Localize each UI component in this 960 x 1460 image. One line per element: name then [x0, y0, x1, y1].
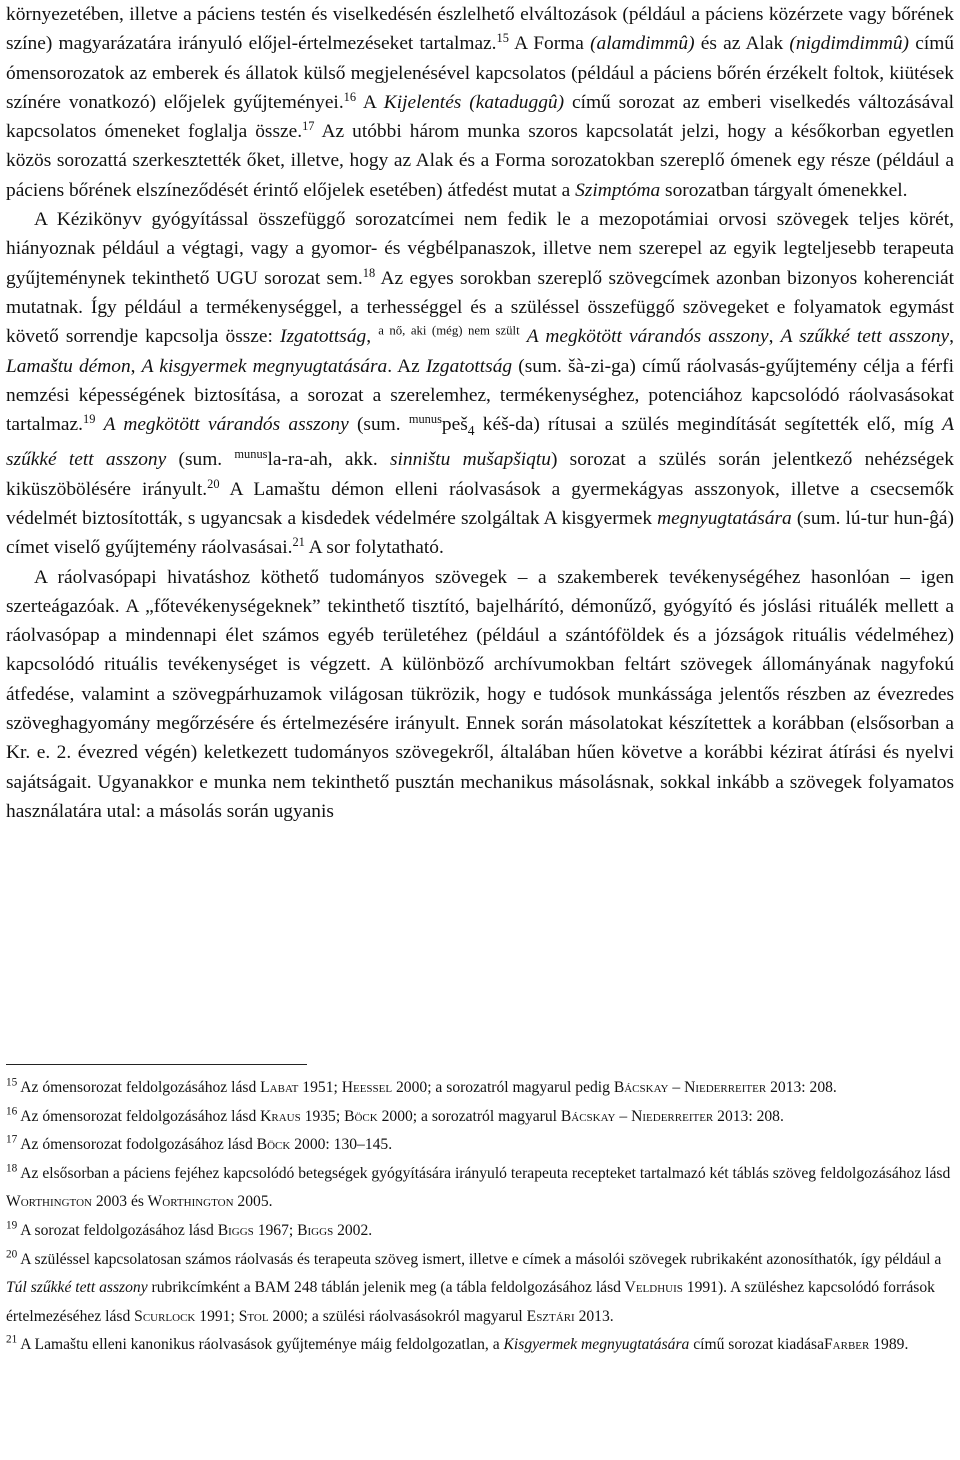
- page: [6, 0, 954, 826]
- main-text: [6, 0, 954, 826]
- footnote: $^{16}$ Az ómensorozat feldolgozásához lásd Kraus 1935; Böck 2000; a sorozatról magyarul Bácskay – Niederreiter 2013: 208.: [6, 1104, 784, 1125]
- body-paragraph: A ráolvasópapi hivatáshoz köthető tudományos szövegek – a szakemberek tevékenységéhez hasonlóan – igen szerteágazóak. A „főtevékenységeknek” tekinthető tisztító, bajelhárító, démonűző, gyógyító és jóslási rituálék mellett a ráolvasópap a mindennapi élet számos egyéb területéhez (például a szántóföldek és a józságok rituális védelméhez) kapcsolódó rituális tevékenységet is végzett. A különböző archívumokban feltárt szövegek állományának nagyfokú átfedése, valamint a szövegpárhuzamok világosan tükrözik, hogy e tudósok munkássága jelentős részben az évezredes szöveghagyomány megőrzésére és értelmezésére irányult. Ennek során másolatokat készítettek a korábban (elsősorban a Kr. e. 2. évezred végén) keletkezett tudományos szövegekről, általában hűen követve a korábbi kézirat átírási és nyelvi sajátságait. Ugyanakkor e munka nem tekinthető pusztán mechanikus másolásnak, sokkal inkább a szövegek folyamatos használatára utal: a másolás során ugyanis: [6, 566, 954, 822]
- footnotes: [6, 1074, 954, 1360]
- footnote: $^{18}$ Az elsősorban a páciens fejéhez kapcsolódó betegségek gyógyítására irányuló terapeuta recepteket tartalmazó két táblás szöveg feldolgozásához lásd Worthington 2003 és Worthington 2005.: [6, 1162, 951, 1211]
- footnote: $^{17}$ Az ómensorozat fodolgozásához lásd Böck 2000: 130–145.: [6, 1133, 393, 1154]
- footnote: $^{19}$ A sorozat feldolgozásához lásd Biggs 1967; Biggs 2002.: [6, 1219, 373, 1239]
- footnote: $^{20}$ A szüléssel kapcsolatosan számos ráolvasás és terapeuta szöveg ismert, illetve e címek a másolói szövegek rubrikaként azonosíthatók, így például a Túl szűkké tett asszony rubrikcímként a BAM 248 táblán jelenik meg (a tábla feldolgozásához lásd Veldhuis 1991). A szüléshez kapcsolódó források értelmezéséhez lásd Scurlock 1991; Stol 2000; a szülési ráolvasásokról magyarul Esztári 2013.: [6, 1247, 942, 1325]
- body-paragraph: A Kézikönyv gyógyítással összefüggő sorozatcímei nem fedik le a mezopotámiai orvosi szövegek teljes körét, hiányoznak például a végtagi, vagy a gyomor- és végbélpanaszok, illetve nem szerepel az egyik legteljesebb terapeuta gyűjteménynek tekinthető UGU sorozat sem.$^{18}$ Az egyes sorokban szereplő szövegcímek azonban bizonyos koherenciát mutatnak. Így például a termékenységgel, a terhességgel és a szüléssel összefüggő szövegeket e folyamatok egymást követő sorrendje kapcsolja össze: Izgatottság, $^{a nő, aki (még) nem szült}$ A megkötött várandós asszony, A szűkké tett asszony, Lamaštu démon, A kisgyermek megnyugtatására. Az Izgatottság (sum. šà-zi-ga) című ráolvasás-gyűjtemény célja a férfi nemzési képességének biztosítása, a sorozat a szerelemhez, termékenységhez, potenciához kapcsolódó ráolvasásokat tartalmaz.$^{19}$ A megkötött várandós asszony (sum. $^{munus}$peš$_4$ kéš-da) rítusai a szülés megindítását segítették elő, míg A szűkké tett asszony (sum. $^{munus}$la-ra-ah, akk. sinništu mušapšiqtu) sorozat a szülés során jelentkező nehézségek kiküszöbölésére irányult.$^{20}$ A Lamaštu démon elleni ráolvasások a gyermekágyas asszonyok, illetve a csecsemők védelmét biztosították, s ugyancsak a kisdedek védelmére szolgáltak A kisgyermek megnyugtatására (sum. lú-tur hun-ĝá) címet viselő gyűjtemény ráolvasásai.$^{21}$ A sor folytatható.: [6, 209, 954, 559]
- body-paragraph: környezetében, illetve a páciens testén és viselkedésén észlelhető elváltozások (például a páciens közérzete vagy bőrének színe) magyarázatára irányuló előjel-értelmezéseket tartalmaz.$^{15}$ A Forma (alamdimmû) és az Alak (nigdimdimmû) című ómensorozatok az emberek és állatok külső megjelenésével kapcsolatos (például a páciens bőrén érzékelt foltok, kiütések színére vonatkozó) előjelek gyűjteményei.$^{16}$ A Kijelentés (kataduggû) című sorozat az emberi viselkedés változásával kapcsolatos ómeneket foglalja össze.$^{17}$ Az utóbbi három munka szoros kapcsolatát jelzi, hogy a későkorban egyetlen közös sorozattá szerkesztették őket, illetve, hogy az Alak és a Forma sorozatokban szereplő ómenek egy része (például a páciens bőrének elszíneződését érintő előjelek esetében) átfedést mutat a Szimptóma sorozatban tárgyalt ómenekkel.: [6, 4, 954, 201]
- footnote-separator: [6, 1064, 307, 1065]
- footnote: $^{15}$ Az ómensorozat feldolgozásához lásd Labat 1951; Heeßel 2000; a sorozatról magyarul pedig Bácskay – Niederreiter 2013: 208.: [6, 1076, 837, 1096]
- footnote: $^{21}$ A Lamaštu elleni kanonikus ráolvasások gyűjteménye máig feldolgozatlan, a Kisgyermek megnyugtatására című sorozat kiadásaFarber 1989.: [6, 1333, 909, 1354]
